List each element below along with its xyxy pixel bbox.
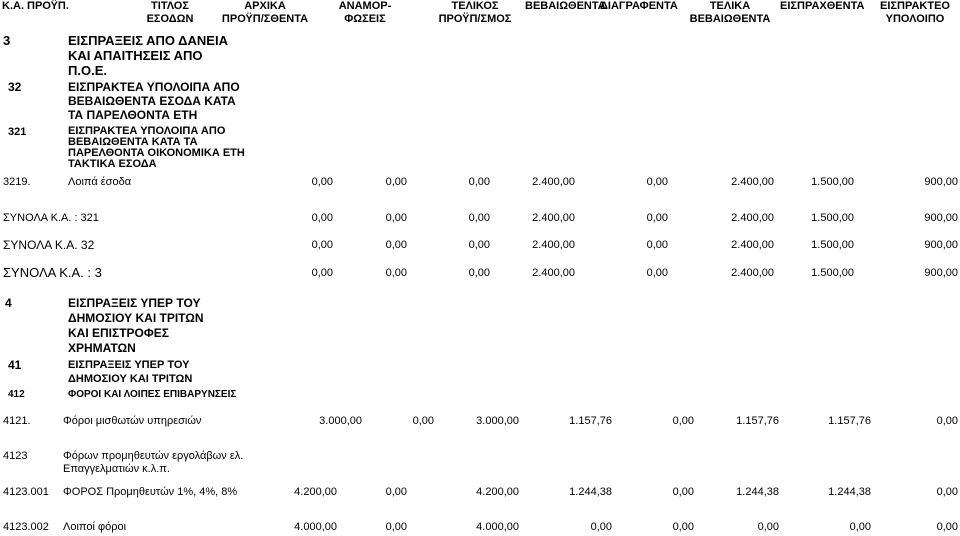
cell-initial-budget: 0,00 [311, 176, 333, 188]
section-title [68, 296, 204, 356]
cell-initial-budget: 0,00 [311, 267, 333, 279]
section-title-line: ΚΑΙ ΕΠΙΣΤΡΟΦΕΣ [68, 326, 169, 340]
column-header-certified [525, 0, 606, 13]
section-title-line: ΤΑΚΤΙΚΑ ΕΣΟΔΑ [68, 158, 157, 170]
section-title-line: ΕΙΣΠΡΑΞΕΙΣ ΥΠΕΡ ΤΟΥ [68, 296, 201, 310]
cell-initial-budget: 3.000,00 [319, 415, 362, 427]
cell-final-budget: 4.200,00 [476, 486, 519, 498]
cell-final-certified: 2.400,00 [731, 239, 774, 251]
section-title-line: Π.Ο.Ε. [68, 63, 108, 78]
section-title-line: ΤΑ ΠΑΡΕΛΘΟΝΤΑ ΕΤΗ [68, 108, 198, 122]
column-header-line: ΕΙΣΠΡΑΚΤΕΟ [880, 0, 950, 12]
cell-receivable: 0,00 [936, 415, 958, 427]
cell-collected: 1.500,00 [811, 239, 854, 251]
cell-collected: 0,00 [849, 521, 871, 533]
cell-certified: 1.157,76 [569, 415, 612, 427]
cell-initial-budget: 4.200,00 [294, 486, 337, 498]
cell-final-certified: 2.400,00 [731, 212, 774, 224]
cell-adjustments: 0,00 [385, 486, 407, 498]
section-title [68, 358, 192, 386]
section-code: 4 [5, 296, 12, 310]
cell-adjustments: 0,00 [385, 239, 407, 251]
cell-final-certified: 1.157,76 [736, 415, 779, 427]
column-header-line: ΤΙΤΛΟΣ [151, 0, 189, 12]
column-header-line: Κ.Α. ΠΡΟΫΠ. [2, 0, 69, 12]
column-header-line: ΒΕΒΑΙΩΘΕΝΤΑ [689, 13, 771, 25]
cell-final-budget: 0,00 [468, 176, 490, 188]
cell-receivable: 900,00 [924, 239, 958, 251]
cell-adjustments: 0,00 [385, 521, 407, 533]
section-title-line: ΧΡΗΜΑΤΩΝ [68, 341, 136, 355]
cell-deleted: 0,00 [646, 239, 668, 251]
column-header-receivable [870, 0, 960, 26]
cell-final-certified: 2.400,00 [731, 267, 774, 279]
cell-final-certified: 2.400,00 [731, 176, 774, 188]
column-header-line: ΤΕΛΙΚΟΣ [451, 0, 499, 12]
cell-adjustments: 0,00 [385, 176, 407, 188]
section-title [68, 126, 245, 170]
row-title: ΦΟΡΟΣ Προμηθευτών 1%, 4%, 8% [63, 486, 238, 498]
cell-certified: 2.400,00 [532, 267, 575, 279]
cell-receivable: 900,00 [924, 267, 958, 279]
cell-initial-budget: 0,00 [311, 239, 333, 251]
cell-adjustments: 0,00 [385, 267, 407, 279]
section-title-line: ΔΗΜΟΣΙΟΥ ΚΑΙ ΤΡΙΤΩΝ [68, 373, 193, 385]
cell-receivable: 0,00 [936, 521, 958, 533]
row-code: 4123 [3, 450, 28, 462]
section-title-line: ΒΕΒΑΙΩΘΕΝΤΑ ΕΣΟΔΑ ΚΑΤΑ [68, 94, 236, 108]
section-title [68, 80, 240, 122]
cell-final-budget: 4.000,00 [476, 521, 519, 533]
row-title: Λοιπά έσοδα [68, 176, 132, 188]
row-code: 4123.002 [3, 521, 49, 533]
column-header-initial-budget [215, 0, 315, 26]
cell-final-budget: 3.000,00 [476, 415, 519, 427]
row-code: 4123.001 [3, 486, 49, 498]
column-header-collected [780, 0, 864, 13]
row-title-line: Επαγγελματιών κ.λ.π. [63, 463, 170, 475]
section-title-line: ΕΙΣΠΡΑΚΤΕΑ ΥΠΟΛΟΙΠΑ ΑΠΟ [68, 125, 226, 137]
column-header-adjustments [330, 0, 400, 26]
cell-receivable: 900,00 [924, 212, 958, 224]
totals-label: ΣΥΝΟΛΑ Κ.Α. : 3 [3, 265, 102, 280]
column-header-title [120, 0, 220, 26]
cell-collected: 1.500,00 [811, 267, 854, 279]
cell-certified: 2.400,00 [532, 212, 575, 224]
row-code: 4121. [3, 415, 31, 427]
section-title-line: ΔΗΜΟΣΙΟΥ ΚΑΙ ΤΡΙΤΩΝ [68, 311, 204, 325]
column-header-line: ΑΝΑΜΟΡ- [338, 0, 392, 12]
cell-deleted: 0,00 [646, 267, 668, 279]
cell-deleted: 0,00 [672, 486, 694, 498]
column-header-line: ΥΠΟΛΟΙΠΟ [885, 13, 945, 25]
column-header-line: ΦΩΣΕΙΣ [344, 13, 386, 25]
column-header-line: ΤΕΛΙΚΑ [709, 0, 751, 12]
column-header-line: ΑΡΧΙΚΑ [244, 0, 286, 12]
section-code: 321 [8, 126, 27, 138]
cell-final-budget: 0,00 [468, 267, 490, 279]
column-header-deleted [600, 0, 678, 13]
row-title: Λοιποί φόροι [63, 521, 127, 533]
section-title-line: ΕΙΣΠΡΑΚΤΕΑ ΥΠΟΛΟΙΠΑ ΑΠΟ [68, 80, 240, 94]
cell-collected: 1.157,76 [828, 415, 871, 427]
section-title-line: ΕΙΣΠΡΑΞΕΙΣ ΑΠΟ ΔΑΝΕΙΑ [68, 33, 228, 48]
cell-initial-budget: 0,00 [311, 212, 333, 224]
cell-receivable: 0,00 [936, 486, 958, 498]
cell-collected: 1.500,00 [811, 212, 854, 224]
section-title-line: ΠΑΡΕΛΘΟΝΤΑ ΟΙΚΟΝΟΜΙΚΑ ΕΤΗ [68, 147, 245, 159]
cell-certified: 1.244,38 [569, 486, 612, 498]
row-title: Φόροι μισθωτών υπηρεσιών [63, 415, 202, 427]
row-code: 3219. [3, 176, 31, 188]
row-title [63, 450, 243, 476]
column-header-code [2, 0, 69, 13]
section-code: 3 [3, 33, 11, 48]
totals-label: ΣΥΝΟΛΑ Κ.Α. : 321 [3, 212, 99, 224]
column-header-line: ΠΡΟΫΠ/ΣΘΕΝΤΑ [221, 13, 309, 25]
row-title-line: Φόρων προμηθευτών εργολάβων ελ. [63, 450, 244, 462]
column-header-line: ΠΡΟΫΠ/ΣΜΟΣ [438, 13, 512, 25]
cell-certified: 2.400,00 [532, 239, 575, 251]
cell-deleted: 0,00 [672, 415, 694, 427]
cell-adjustments: 0,00 [412, 415, 434, 427]
cell-collected: 1.244,38 [828, 486, 871, 498]
section-code: 41 [8, 358, 22, 372]
column-header-line: ΒΕΒΑΙΩΘΕΝΤΑ [525, 0, 606, 12]
section-code: 32 [8, 80, 22, 94]
cell-final-certified: 1.244,38 [736, 486, 779, 498]
section-title-line: ΦΟΡΟΙ ΚΑΙ ΛΟΙΠΕΣ ΕΠΙΒΑΡΥΝΣΕΙΣ [68, 389, 237, 400]
cell-receivable: 900,00 [924, 176, 958, 188]
column-header-final-budget [425, 0, 525, 26]
cell-adjustments: 0,00 [385, 212, 407, 224]
section-title-line: ΒΕΒΑΙΩΘΕΝΤΑ ΚΑΤΑ ΤΑ [68, 136, 198, 148]
section-title-line: ΕΙΣΠΡΑΞΕΙΣ ΥΠΕΡ ΤΟΥ [68, 359, 190, 371]
section-title-line: ΚΑΙ ΑΠΑΙΤΗΣΕΙΣ ΑΠΟ [68, 48, 203, 63]
column-header-final-certified [680, 0, 780, 26]
cell-deleted: 0,00 [646, 176, 668, 188]
section-title [68, 389, 236, 401]
column-header-line: ΕΙΣΠΡΑΧΘΕΝΤΑ [780, 0, 865, 12]
cell-final-budget: 0,00 [468, 239, 490, 251]
section-title [68, 33, 228, 78]
column-header-line: ΕΣΟΔΩΝ [146, 13, 194, 25]
cell-final-certified: 0,00 [757, 521, 779, 533]
section-code: 412 [8, 389, 25, 400]
cell-final-budget: 0,00 [468, 212, 490, 224]
cell-certified: 0,00 [590, 521, 612, 533]
column-header-line: ΔΙΑΓΡΑΦΕΝΤΑ [600, 0, 678, 12]
totals-label: ΣΥΝΟΛΑ Κ.Α. 32 [3, 238, 95, 252]
cell-collected: 1.500,00 [811, 176, 854, 188]
cell-initial-budget: 4.000,00 [294, 521, 337, 533]
cell-certified: 2.400,00 [532, 176, 575, 188]
cell-deleted: 0,00 [646, 212, 668, 224]
cell-deleted: 0,00 [672, 521, 694, 533]
